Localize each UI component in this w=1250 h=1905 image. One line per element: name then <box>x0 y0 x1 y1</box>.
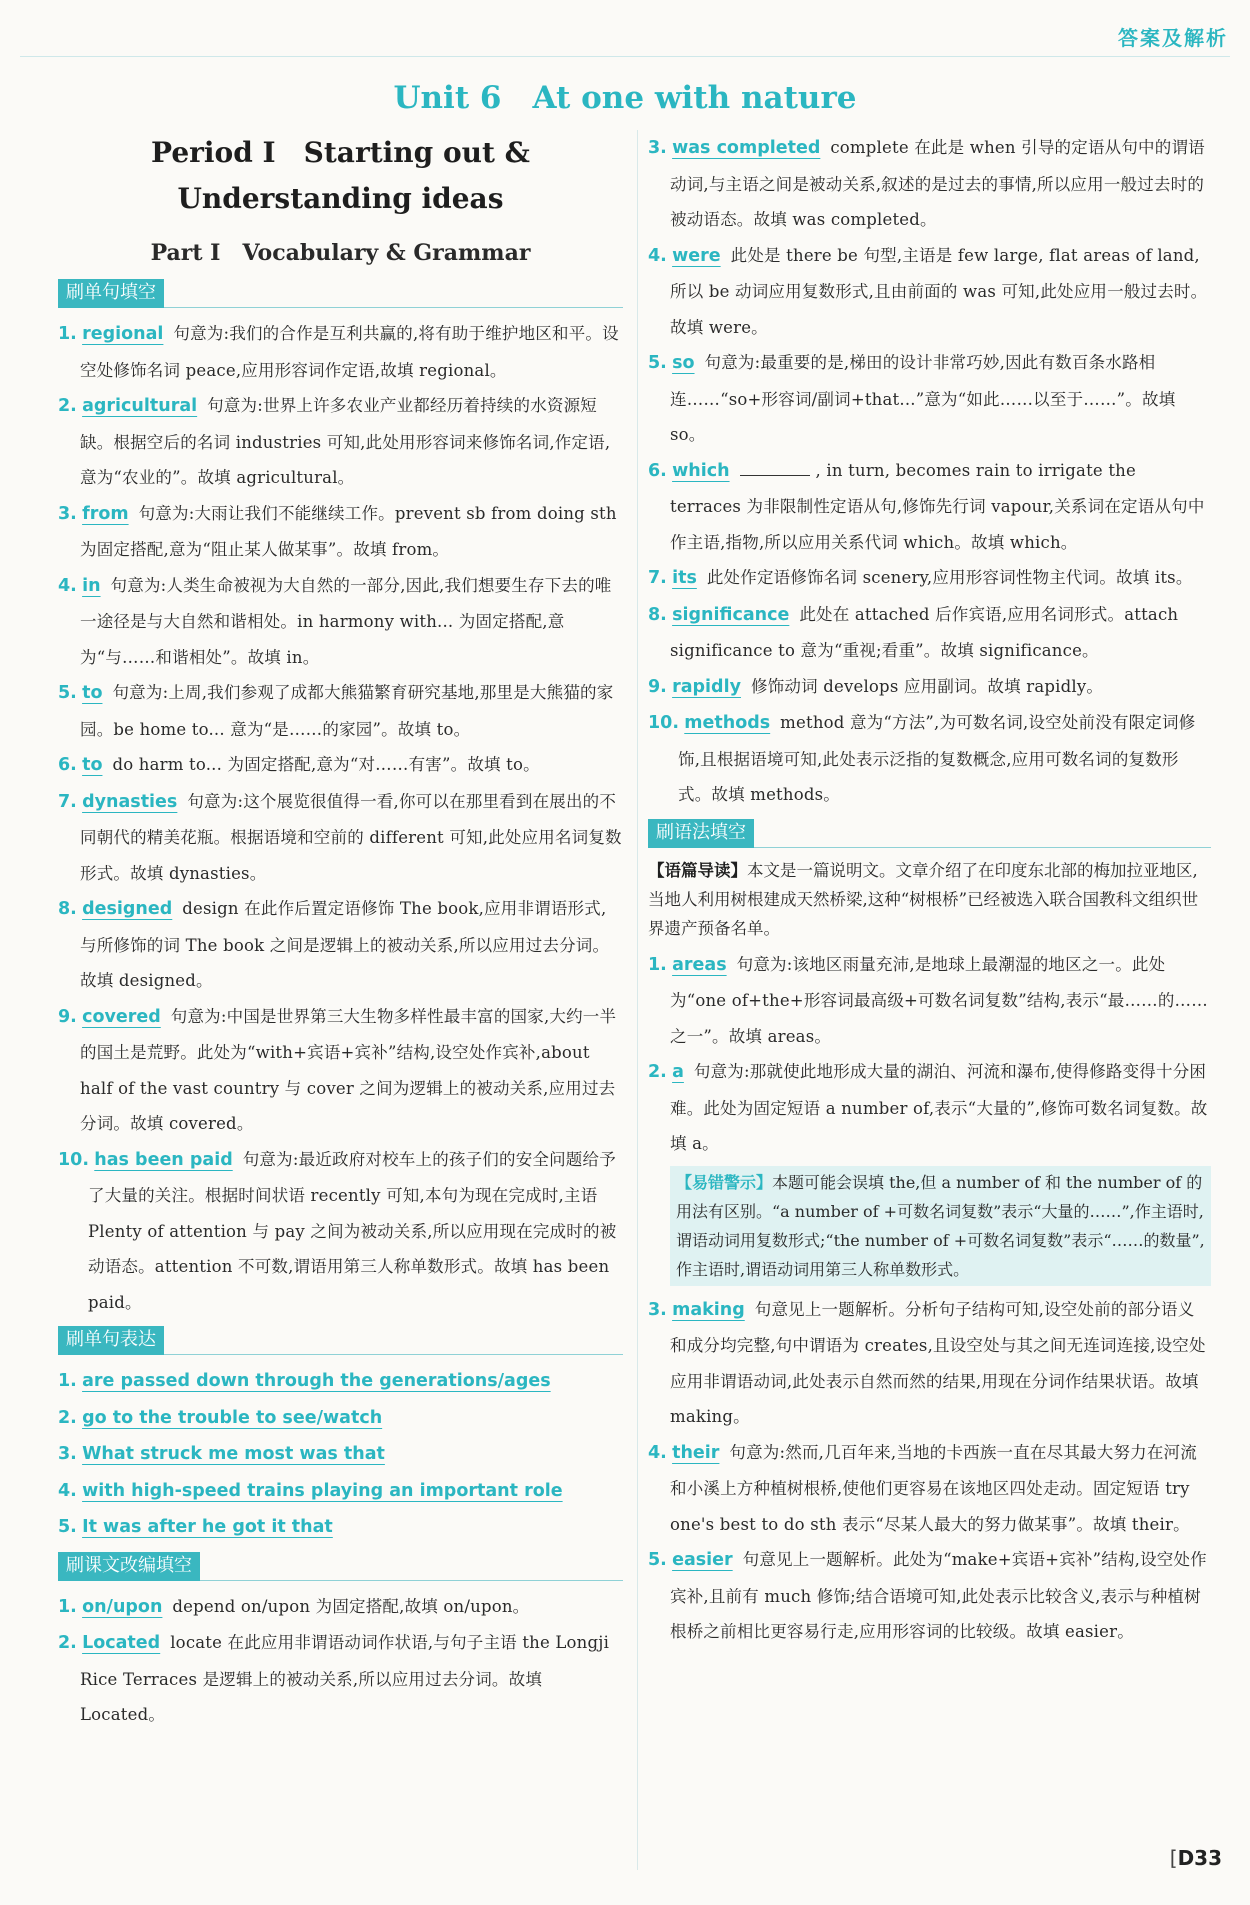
explanation: 句意为:最重要的是,梯田的设计非常巧妙,因此有数百条水路相连……“so+形容词/副词+that...”意为“如此……以至于……”。故填 so。 <box>670 353 1176 444</box>
explanation: do harm to... 为固定搭配,意为“对……有害”。故填 to。 <box>112 755 540 774</box>
answer: to <box>82 755 103 775</box>
list-item <box>58 1473 623 1510</box>
sec3-list-right <box>648 130 1211 813</box>
list-item <box>648 1054 1211 1162</box>
item-number: 1. <box>58 1596 77 1617</box>
answer: It was after he got it that <box>82 1517 333 1537</box>
sec3-list-left <box>58 1589 623 1733</box>
period-title <box>58 130 623 222</box>
explanation: complete 在此是 when 引导的定语从句中的谓语动词,与主语之间是被动关系,叙述的是过去的事情,所以应用一般过去时的被动语态。故填 was completed。 <box>670 138 1205 229</box>
list-item <box>648 947 1211 1055</box>
item-number: 2. <box>58 396 77 416</box>
list-item <box>58 388 623 496</box>
answer: rapidly <box>672 676 741 697</box>
section-header-grammar-fill <box>648 819 1211 848</box>
explanation: 句意为:最近政府对校车上的孩子们的安全问题给予了大量的关注。根据时间状语 recently 可知,本句为现在完成时,主语 Plenty of attention 与 pay 之间为被动关系,所以应用现在完成时的被动语态。attention 不可数,谓语用第三人称单数形式。故填 has been paid。 <box>88 1149 617 1312</box>
part-title: Part Ⅰ Vocabulary & Grammar <box>150 240 531 266</box>
list-item <box>58 1625 623 1733</box>
item-number: 5. <box>648 1550 667 1570</box>
explanation: 句意为:那就使此地形成大量的湖泊、河流和瀑布,使得修路变得十分困难。此处为固定短语 a number of,表示“大量的”,修饰可数名词复数。故填 a。 <box>670 1062 1208 1153</box>
answer: What struck me most was that <box>82 1444 385 1464</box>
answer: in <box>82 575 101 596</box>
answer: are passed down through the generations/ages <box>82 1371 551 1391</box>
list-item <box>58 999 623 1142</box>
answer: designed <box>82 899 173 919</box>
explanation: depend on/upon 为固定搭配,故填 on/upon。 <box>172 1596 530 1616</box>
item-number: 1. <box>58 324 77 344</box>
list-item <box>58 1589 623 1626</box>
blank-line <box>740 459 810 476</box>
section-line <box>164 307 623 308</box>
explanation: 句意为:大雨让我们不能继续工作。prevent sb from doing sth 为固定搭配,意为“阻止某人做某事”。故填 from。 <box>80 503 617 559</box>
list-item <box>58 496 623 568</box>
period-title-line2: Understanding ideas <box>177 182 504 215</box>
item-number: 3. <box>648 138 667 158</box>
explanation: , in turn, becomes rain to irrigate the terraces 为非限制性定语从句,修饰先行词 vapour,关系词在定语从句中作主语,指物,所以应用关系代词 which。故填 which。 <box>670 460 1205 552</box>
item-number: 3. <box>58 1444 77 1464</box>
item-number: 4. <box>58 1480 77 1501</box>
item-number: 6. <box>648 460 667 481</box>
list-item <box>648 1542 1211 1650</box>
top-rule <box>20 56 1230 57</box>
item-number: 8. <box>648 604 667 625</box>
explanation: 句意见上一题解析。此处为“make+宾语+宾补”结构,设空处作宾补,且前有 much 修饰;结合语境可知,此处表示比较含义,表示与种植树根桥之前相比更容易行走,应用形容词的比较级。故填 easier。 <box>670 1550 1207 1641</box>
explanation: method 意为“方法”,为可数名词,设空处前没有限定词修饰,且根据语境可知,此处表示泛指的复数概念,应用可数名词的复数形式。故填 methods。 <box>678 713 1196 804</box>
list-item <box>58 568 623 676</box>
explanation: 句意为:我们的合作是互利共赢的,将有助于维护地区和平。设空处修饰名词 peace,应用形容词作定语,故填 regional。 <box>80 324 619 380</box>
section-line <box>754 847 1211 848</box>
page-bracket: [ <box>1169 1846 1178 1870</box>
section-tag: 刷单句填空 <box>58 279 164 308</box>
answer: from <box>82 503 129 524</box>
section-line <box>164 1354 623 1355</box>
list-item <box>58 784 623 892</box>
explanation: design 在此作后置定语修饰 The book,应用非谓语形式,与所修饰的词 The book 之间是逻辑上的被动关系,所以应用过去分词。故填 designed。 <box>80 899 610 990</box>
warning-text: 本题可能会误填 the,但 a number of 和 the number of 的用法有区别。“a number of +可数名词复数”表示“大量的……”,作主语时,谓语动词用复数形式;“the number of +可数名词复数”表示“……的数量”,作主语时,谓语动词用第三人称单数形式。 <box>676 1172 1205 1279</box>
sec1-list <box>58 316 623 1320</box>
item-number: 8. <box>58 899 77 919</box>
answer: its <box>672 568 697 588</box>
answer: Located <box>82 1633 161 1653</box>
answer: were <box>672 245 721 266</box>
item-number: 5. <box>648 353 667 373</box>
list-item <box>648 130 1211 238</box>
explanation: 此处作定语修饰名词 scenery,应用形容词性物主代词。故填 its。 <box>706 568 1193 587</box>
answer: areas <box>672 954 727 975</box>
guide-tag: 【语篇导读】 <box>648 860 747 880</box>
item-number: 4. <box>58 575 77 596</box>
answer: on/upon <box>82 1596 163 1617</box>
item-number: 9. <box>58 1006 77 1027</box>
answer: so <box>672 353 695 373</box>
explanation: 修饰动词 develops 应用副词。故填 rapidly。 <box>750 676 1104 696</box>
section-tag: 刷语法填空 <box>648 819 754 848</box>
page-number <box>1170 1846 1222 1870</box>
section-tag: 刷课文改编填空 <box>58 1552 200 1581</box>
answer: a <box>672 1062 684 1082</box>
section-tag: 刷单句表达 <box>58 1326 164 1355</box>
guide-text: 本文是一篇说明文。文章介绍了在印度东北部的梅加拉亚地区,当地人利用树根建成天然桥梁,这种“树根桥”已经被选入联合国教科文组织世界遗产预备名单。 <box>648 860 1199 938</box>
explanation: 句意为:然而,几百年来,当地的卡西族一直在尽其最大努力在河流和小溪上方种植树根桥,使他们更容易在该地区四处走动。固定短语 try one's best to do sth 表示“尽某人最大的努力做某事”。故填 their。 <box>670 1442 1197 1534</box>
item-number: 9. <box>648 676 667 697</box>
answer: has been paid <box>94 1149 233 1170</box>
list-item <box>58 747 623 784</box>
list-item <box>648 669 1211 706</box>
list-item <box>648 453 1211 561</box>
item-number: 5. <box>58 683 77 703</box>
column-divider <box>637 130 638 1870</box>
item-number: 3. <box>648 1299 667 1320</box>
section-header-text-adaptation-fill <box>58 1552 623 1581</box>
list-item <box>58 891 623 999</box>
warning-tag: 【易错警示】 <box>676 1172 773 1192</box>
list-item <box>58 1509 623 1546</box>
item-number: 3. <box>58 503 77 524</box>
answer: significance <box>672 604 790 625</box>
explanation: locate 在此应用非谓语动词作状语,与句子主语 the Longji Rice Terraces 是逻辑上的被动关系,所以应用过去分词。故填 Located。 <box>80 1633 610 1724</box>
error-warning-box <box>670 1166 1211 1286</box>
list-item <box>648 1435 1211 1543</box>
explanation: 句意为:该地区雨量充沛,是地球上最潮湿的地区之一。此处为“one of+the+形容词最高级+可数名词复数”结构,表示“最……的……之一”。故填 areas。 <box>670 954 1208 1046</box>
explanation: 句意为:中国是世界第三大生物多样性最丰富的国家,大约一半的国土是荒野。此处为“with+宾语+宾补”结构,设空处作宾补,about half of the vast country 与 cover 之间为逻辑上的被动关系,应用过去分词。故填 covered。 <box>80 1006 617 1133</box>
explanation: 句意为:上周,我们参观了成都大熊猫繁育研究基地,那里是大熊猫的家园。be home to... 意为“是……的家园”。故填 to。 <box>80 683 614 739</box>
item-number: 4. <box>648 245 667 266</box>
list-item <box>648 345 1211 453</box>
section-line <box>200 1580 623 1581</box>
item-number: 1. <box>648 954 667 975</box>
answer: go to the trouble to see/watch <box>82 1407 383 1428</box>
sec2-list <box>58 1363 623 1546</box>
answer: to <box>82 683 103 703</box>
answer: regional <box>82 324 164 344</box>
list-item <box>58 316 623 388</box>
answer: which <box>672 460 730 481</box>
section-header-single-sentence-fill <box>58 279 623 308</box>
item-number: 10. <box>58 1149 90 1170</box>
item-number: 5. <box>58 1517 77 1537</box>
list-item <box>648 560 1211 597</box>
list-item <box>648 1292 1211 1435</box>
explanation: 此处是 there be 句型,主语是 few large, flat areas of land,所以 be 动词应用复数形式,且由前面的 was 可知,此处应用一般过去时。故填 were。 <box>670 245 1208 337</box>
answer: agricultural <box>82 396 198 416</box>
answer: easier <box>672 1550 733 1570</box>
item-number: 2. <box>58 1633 77 1653</box>
item-number: 10. <box>648 713 680 733</box>
explanation: 句意为:世界上许多农业产业都经历着持续的水资源短缺。根据空后的名词 industries 可知,此处用形容词来修饰名词,作定语,意为“农业的”。故填 agricultural。 <box>80 396 611 487</box>
header-label: 答案及解析 <box>1118 26 1228 50</box>
item-number: 2. <box>648 1062 667 1082</box>
list-item <box>648 238 1211 346</box>
answer: their <box>672 1442 720 1463</box>
right-column <box>648 130 1211 1650</box>
answer: making <box>672 1299 745 1320</box>
list-item <box>648 597 1211 669</box>
item-number: 7. <box>58 791 77 812</box>
list-item <box>58 1400 623 1437</box>
list-item <box>58 1436 623 1473</box>
unit-title: Unit 6 At one with nature <box>393 80 857 116</box>
left-column <box>58 130 623 1733</box>
period-title-line1: Period Ⅰ Starting out & <box>151 136 530 169</box>
explanation: 此处在 attached 后作宾语,应用名词形式。attach significance to 意为“重视;看重”。故填 significance。 <box>670 604 1179 660</box>
item-number: 6. <box>58 755 77 775</box>
reading-guide <box>648 856 1211 943</box>
item-number: 4. <box>648 1442 667 1463</box>
answer: covered <box>82 1006 161 1027</box>
explanation: 句意为:这个展览很值得一看,你可以在那里看到在展出的不同朝代的精美花瓶。根据语境和空前的 different 可知,此处应用名词复数形式。故填 dynasties。 <box>80 791 622 883</box>
list-item <box>58 1363 623 1400</box>
answer: was completed <box>672 138 821 158</box>
list-item <box>58 1142 623 1321</box>
answer: methods <box>684 713 771 733</box>
answer: with high-speed trains playing an important role <box>82 1480 563 1501</box>
list-item <box>58 675 623 747</box>
item-number: 7. <box>648 568 667 588</box>
section-header-sentence-expression <box>58 1326 623 1355</box>
answer: dynasties <box>82 791 178 812</box>
explanation: 句意见上一题解析。分析句子结构可知,设空处前的部分语义和成分均完整,句中谓语为 creates,且设空处与其之间无连词连接,设空处应用非谓语动词,此处表示自然而然的结果,用现在分词作结果状语。故填 making。 <box>670 1299 1206 1426</box>
item-number: 1. <box>58 1371 77 1391</box>
list-item <box>648 705 1211 813</box>
item-number: 2. <box>58 1407 77 1428</box>
explanation: 句意为:人类生命被视为大自然的一部分,因此,我们想要生存下去的唯一途径是与大自然和谐相处。in harmony with... 为固定搭配,意为“与……和谐相处”。故填 in。 <box>80 575 612 667</box>
page-number-text: D33 <box>1177 1846 1222 1870</box>
